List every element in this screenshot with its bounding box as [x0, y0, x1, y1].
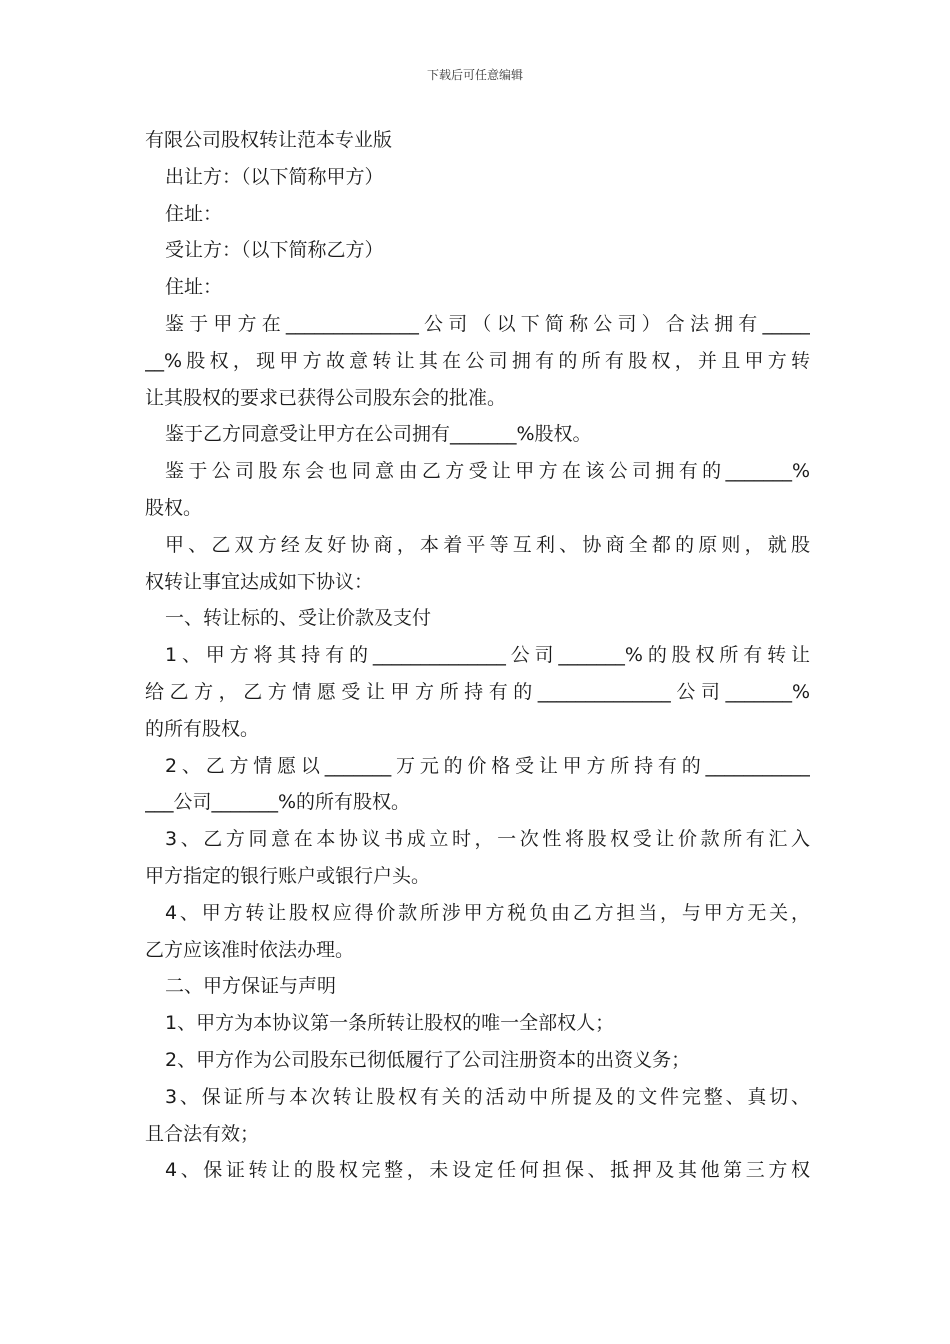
paragraph-line: 出让方：（以下简称甲方） — [165, 165, 384, 188]
paragraph-line: 权转让事宜达成如下协议： — [145, 570, 374, 593]
paragraph-line: 股权。 — [145, 496, 203, 519]
paragraph-line: ___公司_______%的所有股权。 — [145, 791, 411, 814]
section-heading: 二、甲方保证与声明 — [165, 975, 337, 998]
paragraph-line: 让其股权的要求已获得公司股东会的批准。 — [145, 386, 507, 409]
paragraph-line: 鉴于甲方在______________公司（以下简称公司）合法拥有_____ — [165, 312, 810, 335]
paragraph-line: 给乙方，乙方情愿受让甲方所持有的______________公司_______% — [145, 680, 810, 703]
paragraph-line: 且合法有效； — [145, 1122, 260, 1145]
document-title: 有限公司股权转让范本专业版 — [145, 129, 393, 151]
page-header-note: 下载后可任意编辑 — [426, 68, 523, 82]
document-body — [145, 122, 810, 1189]
paragraph-line: 住址： — [165, 202, 223, 225]
paragraph-line: 甲方指定的银行账户或银行户头。 — [145, 864, 431, 887]
paragraph-line: 住址： — [165, 276, 223, 299]
paragraph-line: 受让方：（以下简称乙方） — [165, 239, 384, 262]
paragraph-line: 的所有股权。 — [145, 717, 260, 740]
paragraph-line: 2、乙方情愿以_______万元的价格受让甲方所持有的___________ — [165, 754, 810, 777]
paragraph-line: 3、保证所与本次转让股权有关的活动中所提及的文件完整、真切、 — [165, 1085, 810, 1108]
paragraph-line: 鉴于公司股东会也同意由乙方受让甲方在该公司拥有的_______% — [165, 460, 810, 483]
paragraph-line: 4、甲方转让股权应得价款所涉甲方税负由乙方担当，与甲方无关， — [165, 901, 810, 924]
paragraph-line: 甲、乙双方经友好协商，本着平等互利、协商全都的原则，就股 — [165, 533, 810, 556]
paragraph-line: 3、乙方同意在本协议书成立时，一次性将股权受让价款所有汇入 — [165, 828, 810, 851]
section-heading: 一、转让标的、受让价款及支付 — [165, 607, 432, 630]
paragraph-line: 1、甲方为本协议第一条所转让股权的唯一全部权人； — [165, 1012, 615, 1035]
paragraph-line: 4、保证转让的股权完整，未设定任何担保、抵押及其他第三方权 — [165, 1159, 810, 1182]
paragraph-line: 鉴于乙方同意受让甲方在公司拥有_______%股权。 — [165, 423, 592, 446]
paragraph-line: __%股权，现甲方故意转让其在公司拥有的所有股权，并且甲方转 — [145, 349, 810, 372]
paragraph-line: 1、甲方将其持有的______________公司_______%的股权所有转让 — [165, 644, 810, 667]
paragraph-line: 2、甲方作为公司股东已彻低履行了公司注册资本的出资义务； — [165, 1048, 691, 1071]
paragraph-line: 乙方应该准时依法办理。 — [145, 938, 355, 961]
